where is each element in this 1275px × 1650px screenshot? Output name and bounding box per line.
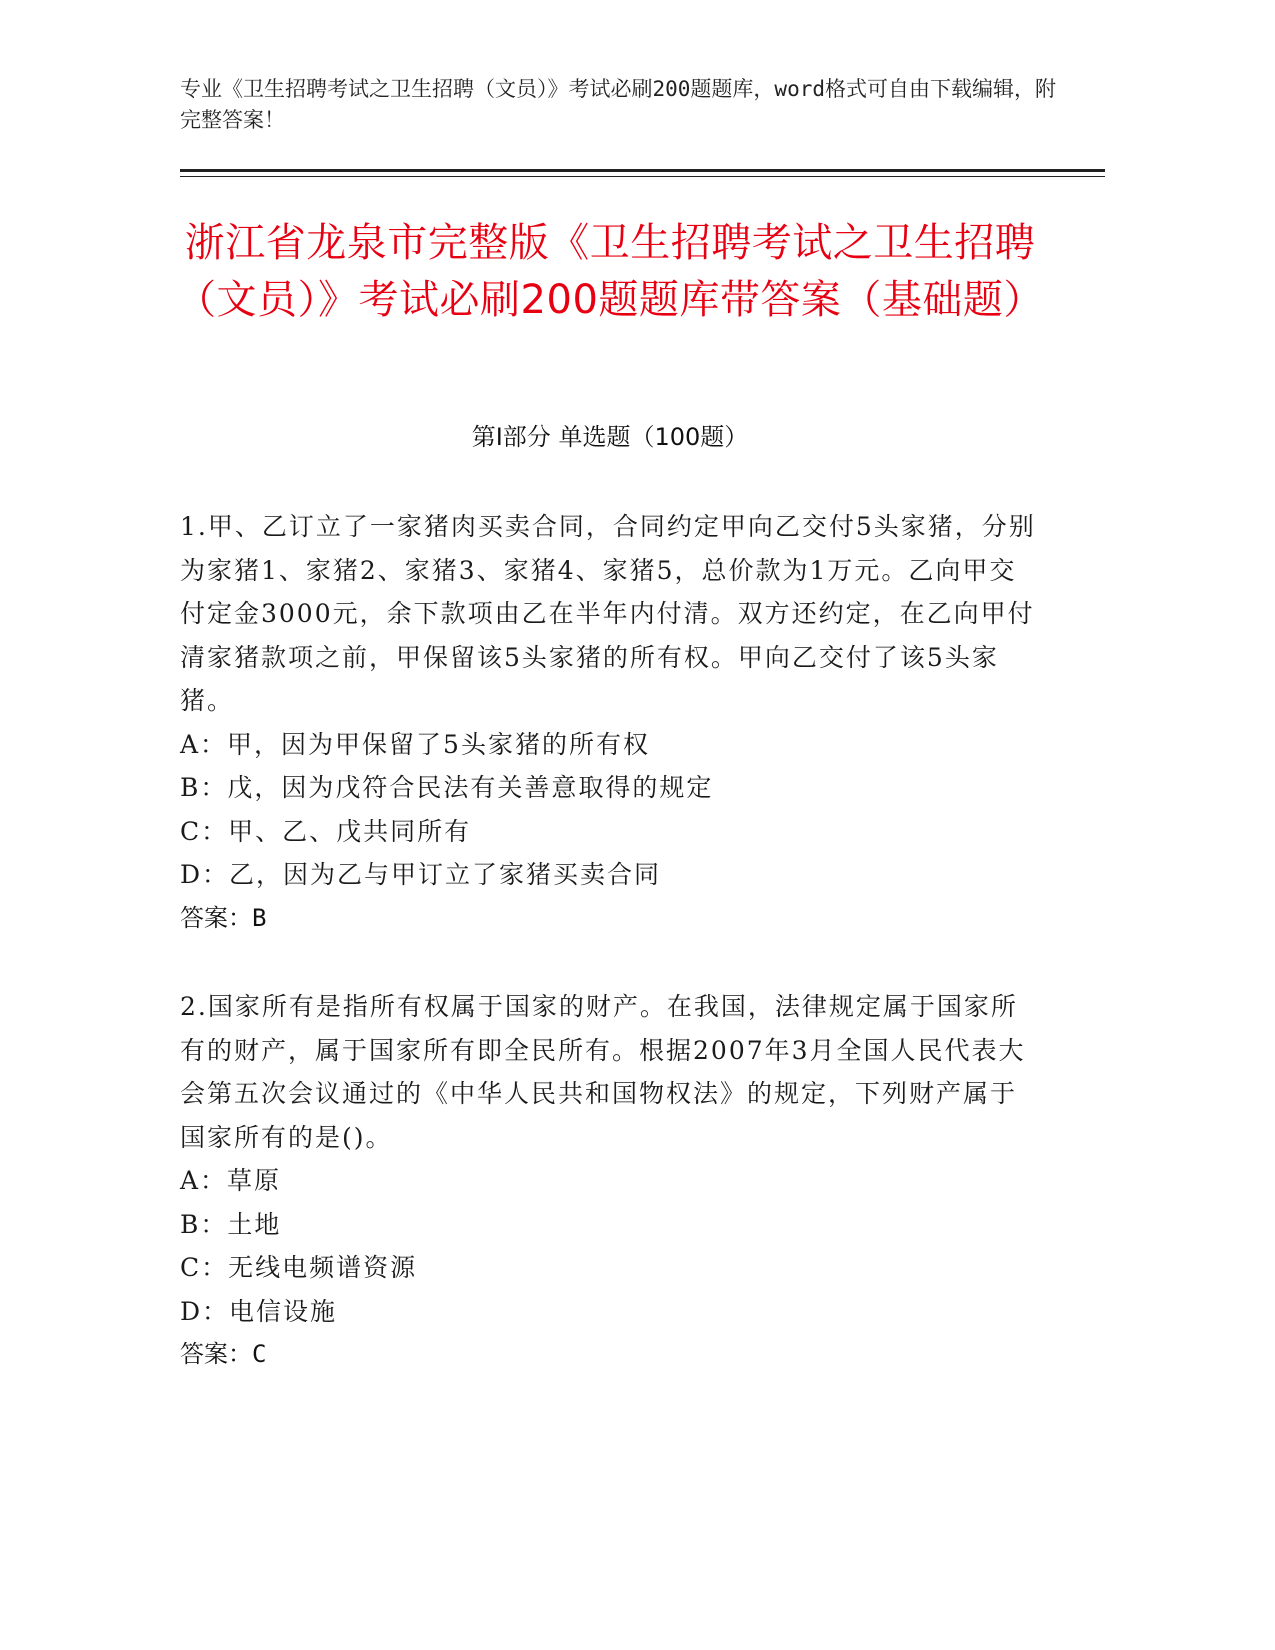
option-c: C：无线电频谱资源 (180, 1253, 418, 1282)
document-title: 浙江省龙泉市完整版《卫生招聘考试之卫生招聘（文员）》考试必刷200题题库带答案（基础题） (176, 220, 1044, 323)
option-d: D：电信设施 (180, 1296, 338, 1326)
option-b: B：戊，因为戊符合民法有关善意取得的规定 (180, 773, 714, 802)
option-d: D：乙，因为乙与甲订立了家猪买卖合同 (180, 860, 662, 889)
answer: 答案：C (180, 1340, 267, 1368)
question-stem: 1.甲、乙订立了一家猪肉买卖合同，合同约定甲向乙交付5头家猪，分别为家猪1、家猪2、家猪3、家猪4、家猪5，总价款为1万元。乙向甲交付定金3000元，余下款项由乙在半年内付清。双方还约定，在乙向甲付清家猪款项之前，甲保留该5头家猪的所有权。甲向乙交付了该5头家猪。 (180, 512, 1036, 715)
header-divider-thin (180, 176, 1105, 177)
option-a: A：甲，因为甲保留了5头家猪的所有权 (180, 729, 650, 759)
option-b: B：土地 (180, 1209, 282, 1239)
section-title: 第Ⅰ部分 单选题（100题） (471, 423, 749, 451)
question-2 (180, 985, 1040, 1377)
answer: 答案：B (180, 903, 267, 932)
option-c: C：甲、乙、戊共同所有 (180, 816, 472, 846)
question-stem: 2.国家所有是指所有权属于国家的财产。在我国，法律规定属于国家所有的财产，属于国家所有即全民所有。根据2007年3月全国人民代表大会第五次会议通过的《中华人民共和国物权法》的规定，下列财产属于国家所有的是()。 (180, 992, 1026, 1152)
header-divider-thick (180, 169, 1105, 172)
question-1 (180, 505, 1040, 940)
option-a: A：草原 (180, 1166, 282, 1195)
header-note: 专业《卫生招聘考试之卫生招聘（文员）》考试必刷200题题库，word格式可自由下载编辑，附完整答案！ (180, 77, 1056, 132)
